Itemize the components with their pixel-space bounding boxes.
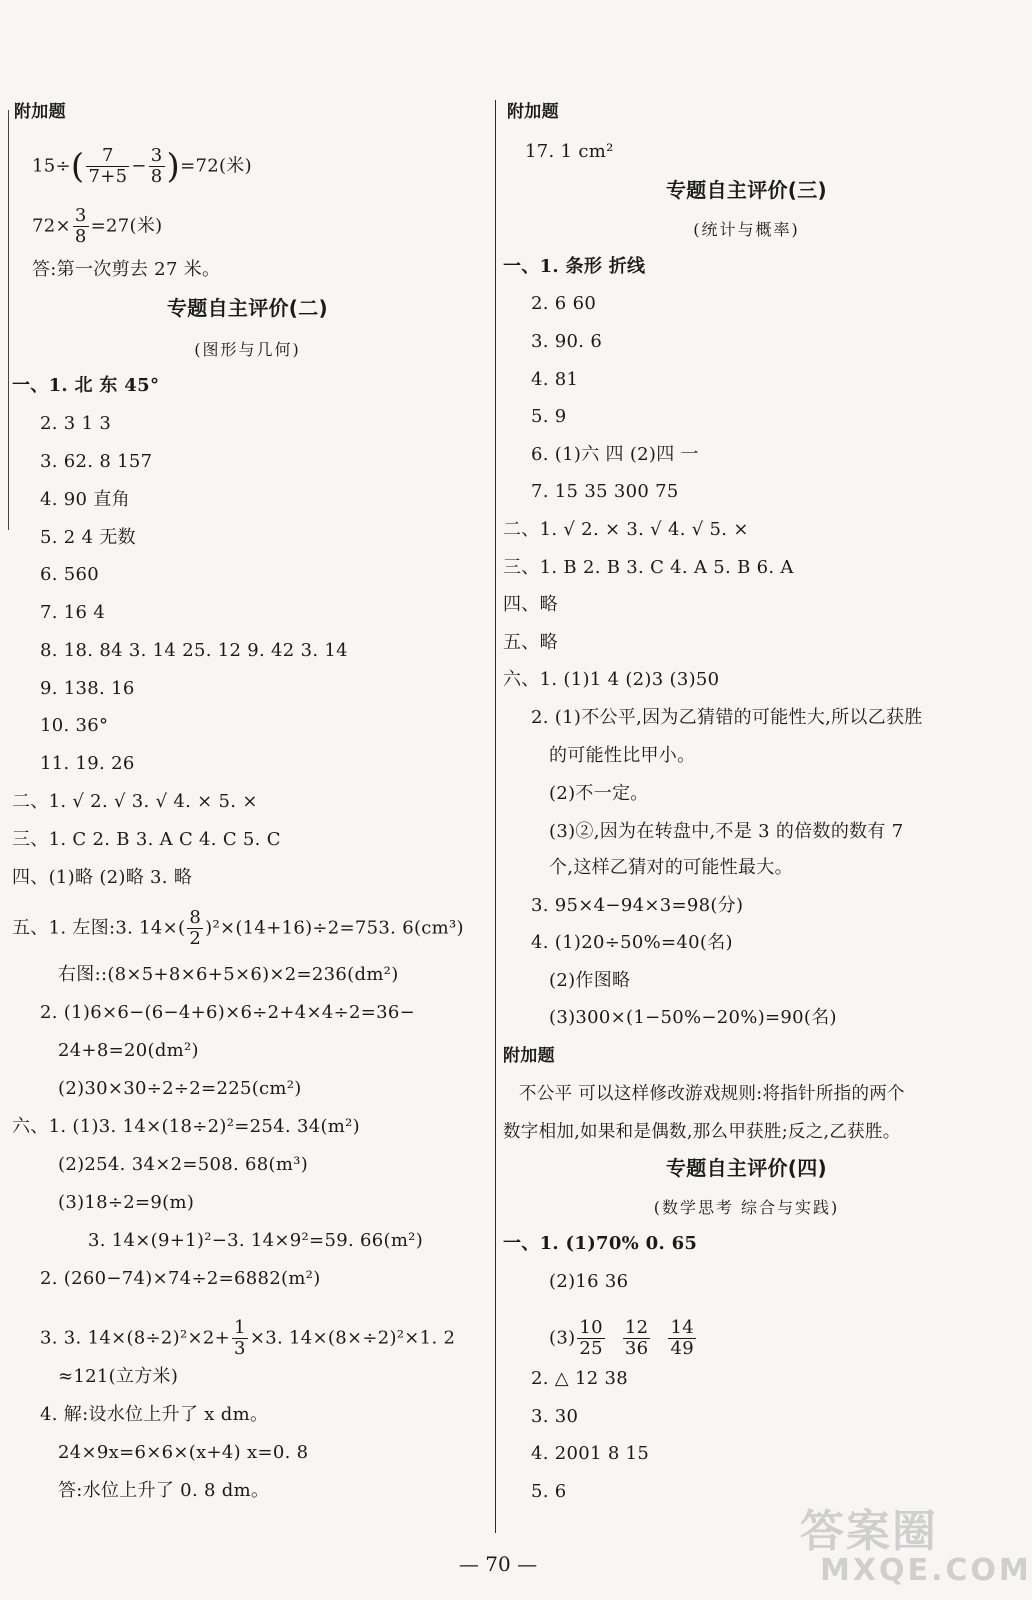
answer-line-6-3: 3. 3. 14×(8÷2)²×2+ $\frac{1}{3}$ ×3. 14×(8×÷2)²×1. 2 — [40, 1317, 456, 1359]
answer-line: 6. (1)六 四 (2)四 一 — [531, 444, 699, 465]
right-column — [497, 0, 996, 1560]
answer-line: 4. (1)20÷50%=40(名) — [531, 932, 733, 953]
answer-line: 2. 6 60 — [531, 293, 597, 314]
answer-line: ≈121(立方米) — [58, 1366, 179, 1387]
answer-line: 4. 90 直角 — [40, 489, 130, 510]
answer-line: 8. 18. 84 3. 14 25. 12 9. 42 3. 14 — [40, 640, 348, 661]
fraction: $\frac{3}{8}$ — [150, 145, 163, 187]
answer-line: 的可能性比甲小。 — [549, 745, 696, 766]
section-subtitle-4: (数学思考 综合与实践) — [653, 1198, 840, 1217]
answer-line: 一、1. 条形 折线 — [503, 256, 646, 277]
answer-line: 2. △ 12 38 — [531, 1368, 628, 1389]
answer-line: 一、1. 北 东 45° — [12, 375, 160, 396]
answer-line: 个,这样乙猜对的可能性最大。 — [549, 857, 793, 878]
section-subtitle-2: (图形与几何) — [194, 340, 301, 359]
fraction: $\frac{10}{25}$ — [579, 1317, 603, 1359]
bonus2-line: 不公平 可以这样修改游戏规则:将指针所指的两个 — [519, 1084, 905, 1104]
answer-line: 六、1. (1)3. 14×(18÷2)²=254. 34(m²) — [12, 1116, 360, 1137]
answer-line: 二、1. √ 2. × 3. √ 4. √ 5. × — [503, 519, 749, 540]
answer-line: 9. 138. 16 — [40, 678, 135, 699]
answer-line: (3)18÷2=9(m) — [58, 1192, 195, 1213]
watermark-url: MXQE.COM — [820, 1553, 1032, 1588]
answer-line: (3)②,因为在转盘中,不是 3 的倍数的数有 7 — [549, 821, 904, 842]
answer-line: 10. 36° — [40, 715, 109, 736]
fraction: $\frac{3}{8}$ — [74, 205, 87, 247]
answer-line-fractions: (3) $\frac{10}{25}$ $\frac{12}{36}$ $\frac{14}{49}$ — [549, 1317, 694, 1359]
answer-line: (2)作图略 — [549, 970, 631, 991]
bonus-title-right-2: 附加题 — [503, 1046, 555, 1066]
answer-line: 2. 3 1 3 — [40, 413, 112, 434]
fraction: $\frac{12}{36}$ — [624, 1317, 649, 1359]
answer-line: 4. 81 — [531, 369, 579, 390]
answer-line: 一、1. (1)70% 0. 65 — [503, 1233, 698, 1254]
answer-line: 24+8=20(dm²) — [58, 1040, 199, 1061]
left-column — [0, 0, 495, 1560]
answer-line: 5. 2 4 无数 — [40, 527, 136, 548]
section-title-4: 专题自主评价(四) — [666, 1156, 827, 1180]
bonus-answer: 答:第一次剪去 27 米。 — [32, 259, 221, 280]
answer-line: 答:水位上升了 0. 8 dm。 — [58, 1480, 270, 1501]
bonus2-line: 数字相加,如果和是偶数,那么甲获胜;反之,乙获胜。 — [503, 1122, 901, 1142]
answer-line: 7. 16 4 — [40, 602, 106, 623]
fraction: $\frac{8}{2}$ — [189, 907, 202, 949]
answer-line: 7. 15 35 300 75 — [531, 481, 679, 502]
answer-line: 3. 90. 6 — [531, 331, 603, 352]
fraction: $\frac{14}{49}$ — [670, 1317, 694, 1359]
page-number: — 70 — — [458, 1552, 538, 1576]
answer-line: 3. 30 — [531, 1406, 579, 1427]
answer-line: 五、略 — [503, 632, 558, 653]
answer-line: 4. 2001 8 15 — [531, 1443, 650, 1464]
answer-line: 2. (1)不公平,因为乙猜错的可能性大,所以乙获胜 — [531, 707, 923, 728]
answer-line: (2)30×30÷2÷2=225(cm²) — [58, 1078, 302, 1099]
answer-line: (2)16 36 — [549, 1271, 629, 1292]
answer-line: 3. 14×(9+1)²−3. 14×9²=59. 66(m²) — [88, 1230, 424, 1251]
bonus-title-left: 附加题 — [14, 102, 66, 122]
answer-line: 4. 解:设水位上升了 x dm。 — [40, 1404, 269, 1425]
answer-line: 11. 19. 26 — [40, 753, 135, 774]
answer-line: 二、1. √ 2. √ 3. √ 4. × 5. × — [12, 791, 258, 812]
answer-line: 3. 95×4−94×3=98(分) — [531, 895, 744, 916]
fraction: $\frac{7}{7+5}$ — [88, 145, 128, 187]
answer-line: (3)300×(1−50%−20%)=90(名) — [549, 1007, 837, 1028]
section-title-3: 专题自主评价(三) — [666, 178, 827, 202]
bonus-value: 17. 1 cm² — [525, 141, 614, 162]
answer-line: 右图::(8×5+8×6+5×6)×2=236(dm²) — [58, 964, 399, 985]
answer-line: (2)不一定。 — [549, 783, 649, 804]
answer-line: 2. (1)6×6−(6−4+6)×6÷2+4×4÷2=36− — [40, 1002, 416, 1023]
answer-line-5-1: 五、1. 左图:3. 14×( $\frac{8}{2}$ )²×(14+16)÷2=753. 6(cm³) — [12, 907, 464, 949]
answer-line: 2. (260−74)×74÷2=6882(m²) — [40, 1268, 321, 1289]
answer-line: 24×9x=6×6×(x+4) x=0. 8 — [58, 1442, 309, 1463]
watermark-text: 答案圈 — [800, 1506, 938, 1557]
answer-line: 5. 9 — [531, 406, 567, 427]
bonus-formula-1: 15÷( $\frac{7}{7+5}$ − $\frac{3}{8}$ )=72(米) — [32, 145, 252, 187]
answer-line: 四、(1)略 (2)略 3. 略 — [12, 867, 193, 888]
answer-line: 四、略 — [503, 594, 558, 615]
fraction: $\frac{1}{3}$ — [234, 1317, 246, 1359]
section-subtitle-3: (统计与概率) — [693, 220, 800, 239]
answer-line: (2)254. 34×2=508. 68(m³) — [58, 1154, 309, 1175]
answer-line: 5. 6 — [531, 1481, 567, 1502]
bonus-title-right: 附加题 — [507, 102, 559, 122]
answer-line: 3. 62. 8 157 — [40, 451, 153, 472]
answer-line: 三、1. B 2. B 3. C 4. A 5. B 6. A — [503, 557, 794, 578]
answer-line: 三、1. C 2. B 3. A C 4. C 5. C — [12, 829, 281, 850]
column-divider — [495, 100, 496, 1533]
bonus-formula-2: 72× $\frac{3}{8}$ =27(米) — [32, 205, 163, 247]
watermark-logo — [800, 1495, 1032, 1595]
section-title-2: 专题自主评价(二) — [167, 296, 328, 320]
answer-line: 6. 560 — [40, 564, 100, 585]
answer-line: 六、1. (1)1 4 (2)3 (3)50 — [503, 669, 720, 690]
